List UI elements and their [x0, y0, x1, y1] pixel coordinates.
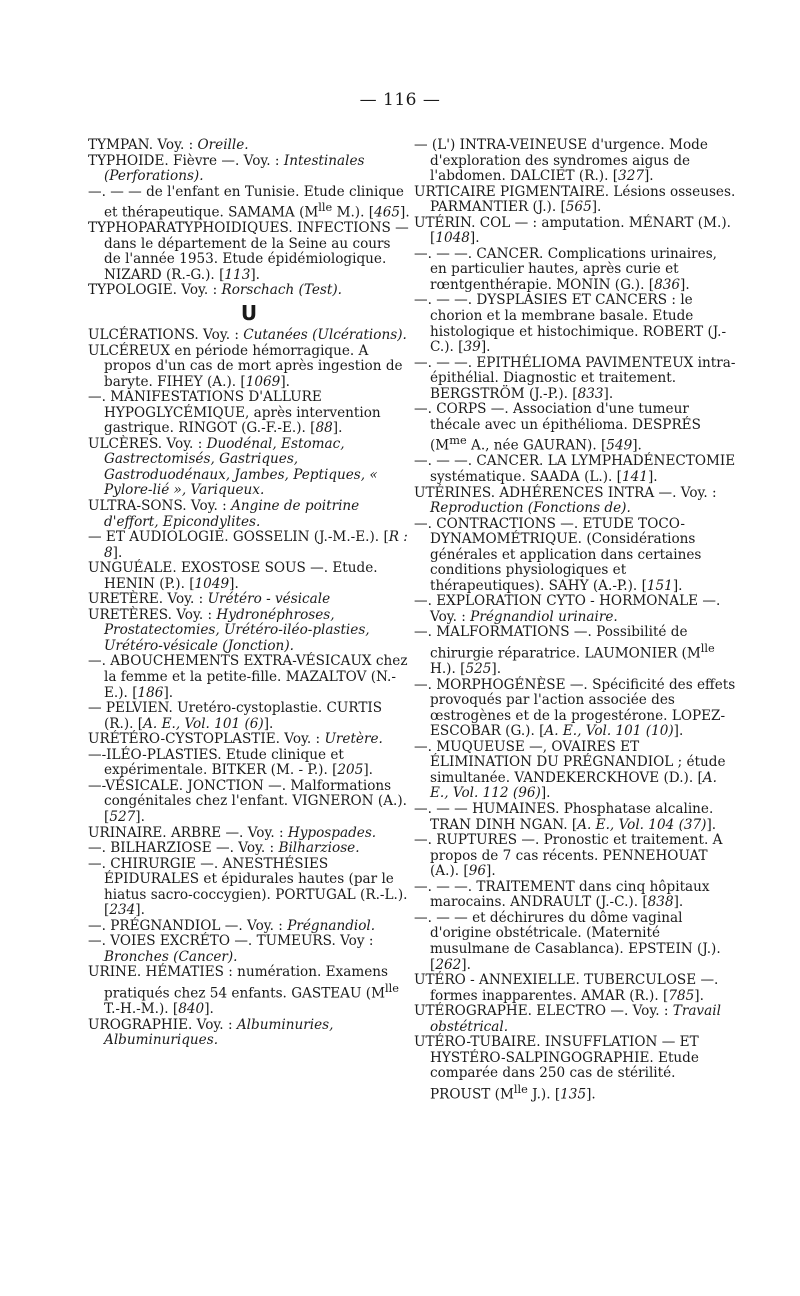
index-entry: —. CONTRACTIONS —. ETUDE TOCO-DYNAMOMÉTRIQUE. (Considérations générales et application dans certaines conditions physiologiques et thérapeutiques). SAHY (A.-P.). [151].: [414, 515, 702, 594]
index-entry: —. — —. EPITHÉLIOMA PAVIMENTEUX intra-épithélial. Diagnostic et traitement. BERGSTRÖM (J.-P.). [833].: [414, 354, 736, 402]
index-entry: —. VOIES EXCRÉTO —. TUMEURS. Voy : Bronches (Cancer).: [88, 933, 374, 965]
right-column: [414, 138, 736, 1103]
index-entry: URÉTÉRO-CYSTOPLASTIE. Voy. : Uretère.: [88, 731, 383, 748]
index-entry: —. — — HUMAINES. Phosphatase alcaline. TRAN DINH NGAN. [A. E., Vol. 104 (37)].: [414, 801, 717, 833]
index-entry: UTÉRO-TUBAIRE. INSUFFLATION — ET HYSTÉRO-SALPINGOGRAPHIE. Etude comparée dans 250 cas de stérilité. PROUST ($M^{lle}$ J.). [135].: [414, 1034, 699, 1103]
index-entry: URETÈRES. Voy. : Hydronéphroses, Prostatectomies, Urétéro-iléo-plasties, Urétéro-vésicale (Jonction).: [88, 606, 370, 654]
index-entry: —. CORPS —. Association d'une tumeur thécale avec un épithélioma. DESPRÉS ($M^{me}$ A., née GAURAN). [549].: [414, 401, 701, 454]
index-entry: —. — — de l'enfant en Tunisie. Etude clinique et thérapeutique. SAMAMA ($M^{lle}$ M.). [465].: [88, 183, 410, 221]
index-entry: ULCÈRES. Voy. : Duodénal, Estomac, Gastrectomisés, Gastriques, Gastroduodénaux, Jambes, Peptiques, « Pylore-lié », Variqueux.: [88, 435, 378, 499]
index-entry: URTICAIRE PIGMENTAIRE. Lésions osseuses. PARMANTIER (J.). [565].: [414, 183, 736, 216]
index-entry: UNGUÉALE. EXOSTOSE SOUS —. Etude. HENIN (P.). [1049].: [88, 560, 378, 592]
index-entry: URETÈRE. Voy. : Urétéro - vésicale: [88, 591, 331, 608]
index-entry: —. BILHARZIOSE —. Voy. : Bilharziose.: [88, 840, 360, 857]
index-entry: — ET AUDIOLOGIE. GOSSELIN (J.-M.-E.). [R : 8].: [88, 529, 408, 561]
index-entry: —. MUQUEUSE —, OVAIRES ET ÉLIMINATION DU PRÉGNANDIOL ; étude simultanée. VANDEKERCKHOVE (D.). [A. E., Vol. 112 (96)].: [414, 738, 726, 802]
section-letter: U: [240, 301, 258, 325]
index-entry: —. ABOUCHEMENTS EXTRA-VÉSICAUX chez la femme et la petite-fille. MAZALTOV (N.-E.). [186].: [88, 653, 408, 701]
index-entry: —-ILÉO-PLASTIES. Etude clinique et expérimentale. BITKER (M. - P.). [205].: [88, 746, 373, 779]
index-entry: —. — —. CANCER. LA LYMPHADÉNECTOMIE systématique. SAADA (L.). [141].: [414, 453, 736, 486]
index-entry: —. PRÉGNANDIOL —. Voy. : Prégnandiol.: [88, 917, 376, 934]
index-entry: TYMPAN. Voy. : Oreille.: [88, 137, 249, 153]
index-entry: URINAIRE. ARBRE —. Voy. : Hypospades.: [88, 824, 377, 841]
index-entry: TYPOLOGIE. Voy. : Rorschach (Test).: [88, 282, 342, 299]
index-entry: —. RUPTURES —. Pronostic et traitement. A propos de 7 cas récents. PENNEHOUAT (A.). [96].: [414, 832, 723, 880]
index-entry: TYPHOIDE. Fièvre —. Voy. : Intestinales (Perforations).: [88, 152, 365, 185]
index-entry: UTÉRIN. COL — : amputation. MÉNART (M.). [1048].: [414, 214, 731, 247]
left-column: [88, 138, 410, 1049]
index-entry: —. EXPLORATION CYTO - HORMONALE —. Voy. : Prégnandiol urinaire.: [414, 593, 721, 625]
index-entry: — (L') INTRA-VEINEUSE d'urgence. Mode d'exploration des syndromes aigus de l'abdomen. DALCIET (R.). [327].: [414, 137, 708, 185]
index-entry: ULCÉREUX en période hémorragique. A propos d'un cas de mort après ingestion de baryte. FIHEY (A.). [1069].: [88, 342, 403, 390]
index-entry: TYPHOPARATYPHOIDIQUES. INFECTIONS — dans le département de la Seine au cours de l'année 1953. Etude épidémiologique. NIZARD (R.-G.). [113].: [88, 220, 409, 283]
index-entry: —. MORPHOGÉNÈSE —. Spécificité des effets provoqués par l'action associée des œstrogènes et de la progestérone. LOPEZ-ESCOBAR (G.). [A. E., Vol. 101 (10)].: [414, 676, 736, 740]
index-entry: —. CHIRURGIE —. ANESTHÉSIES ÉPIDURALES et épidurales hautes (par le hiatus sacro-coccygien). PORTUGAL (R.-L.). [234].: [88, 855, 408, 919]
index-entry: —. — — et déchirures du dôme vaginal d'origine obstétricale. (Maternité musulmane de Casablanca). EPSTEIN (J.). [262].: [414, 909, 721, 973]
index-entry: —. MANIFESTATIONS D'ALLURE HYPOGLYCÉMIQUE, après intervention gastrique. RINGOT (G.-F.-E.). [88].: [88, 389, 381, 437]
index-entry: UTÉRO - ANNEXIELLE. TUBERCULOSE —. formes inapparentes. AMAR (R.). [785].: [414, 972, 719, 1004]
index-entry: —. — —. DYSPLASIES ET CANCERS : le chorion et la membrane basale. Etude histologique et histochimique. ROBERT (J.-C.). [39].: [414, 292, 727, 356]
index-entry: UROGRAPHIE. Voy. : Albuminuries, Albuminuriques.: [88, 1016, 334, 1049]
index-entry: UTÉROGRAPHE. ELECTRO —. Voy. : Travail obstétrical.: [414, 1003, 721, 1035]
index-entry: —. — —. TRAITEMENT dans cinq hôpitaux marocains. ANDRAULT (J.-C.). [838].: [414, 878, 710, 911]
index-entry: ULTRA-SONS. Voy. : Angine de poitrine d'effort, Epicondylites.: [88, 498, 360, 530]
index-entry: ULCÉRATIONS. Voy. : Cutanées (Ulcérations).: [88, 327, 407, 343]
index-entry: URINE. HÉMATIES : numération. Examens pratiqués chez 54 enfants. GASTEAU ($M^{lle}$ T.-H.-M.). [840].: [88, 964, 399, 1018]
page-number: — 116 —: [359, 90, 441, 110]
index-entry: UTÉRINES. ADHÉRENCES INTRA —. Voy. : Reproduction (Fonctions de).: [414, 484, 717, 517]
index-entry: — PELVIEN. Uretéro-cystoplastie. CURTIS (R.). [A. E., Vol. 101 (6)].: [88, 700, 383, 732]
index-entry: —. MALFORMATIONS —. Possibilité de chirurgie réparatrice. LAUMONIER ($M^{lle}$ H.). [525].: [414, 624, 715, 678]
index-entry: —-VÉSICALE. JONCTION —. Malformations congénitales chez l'enfant. VIGNERON (A.). [527].: [88, 777, 407, 825]
index-entry: —. — —. CANCER. Complications urinaires, en particulier hautes, après curie et rœntgenthérapie. MONIN (G.). [836].: [414, 245, 717, 293]
